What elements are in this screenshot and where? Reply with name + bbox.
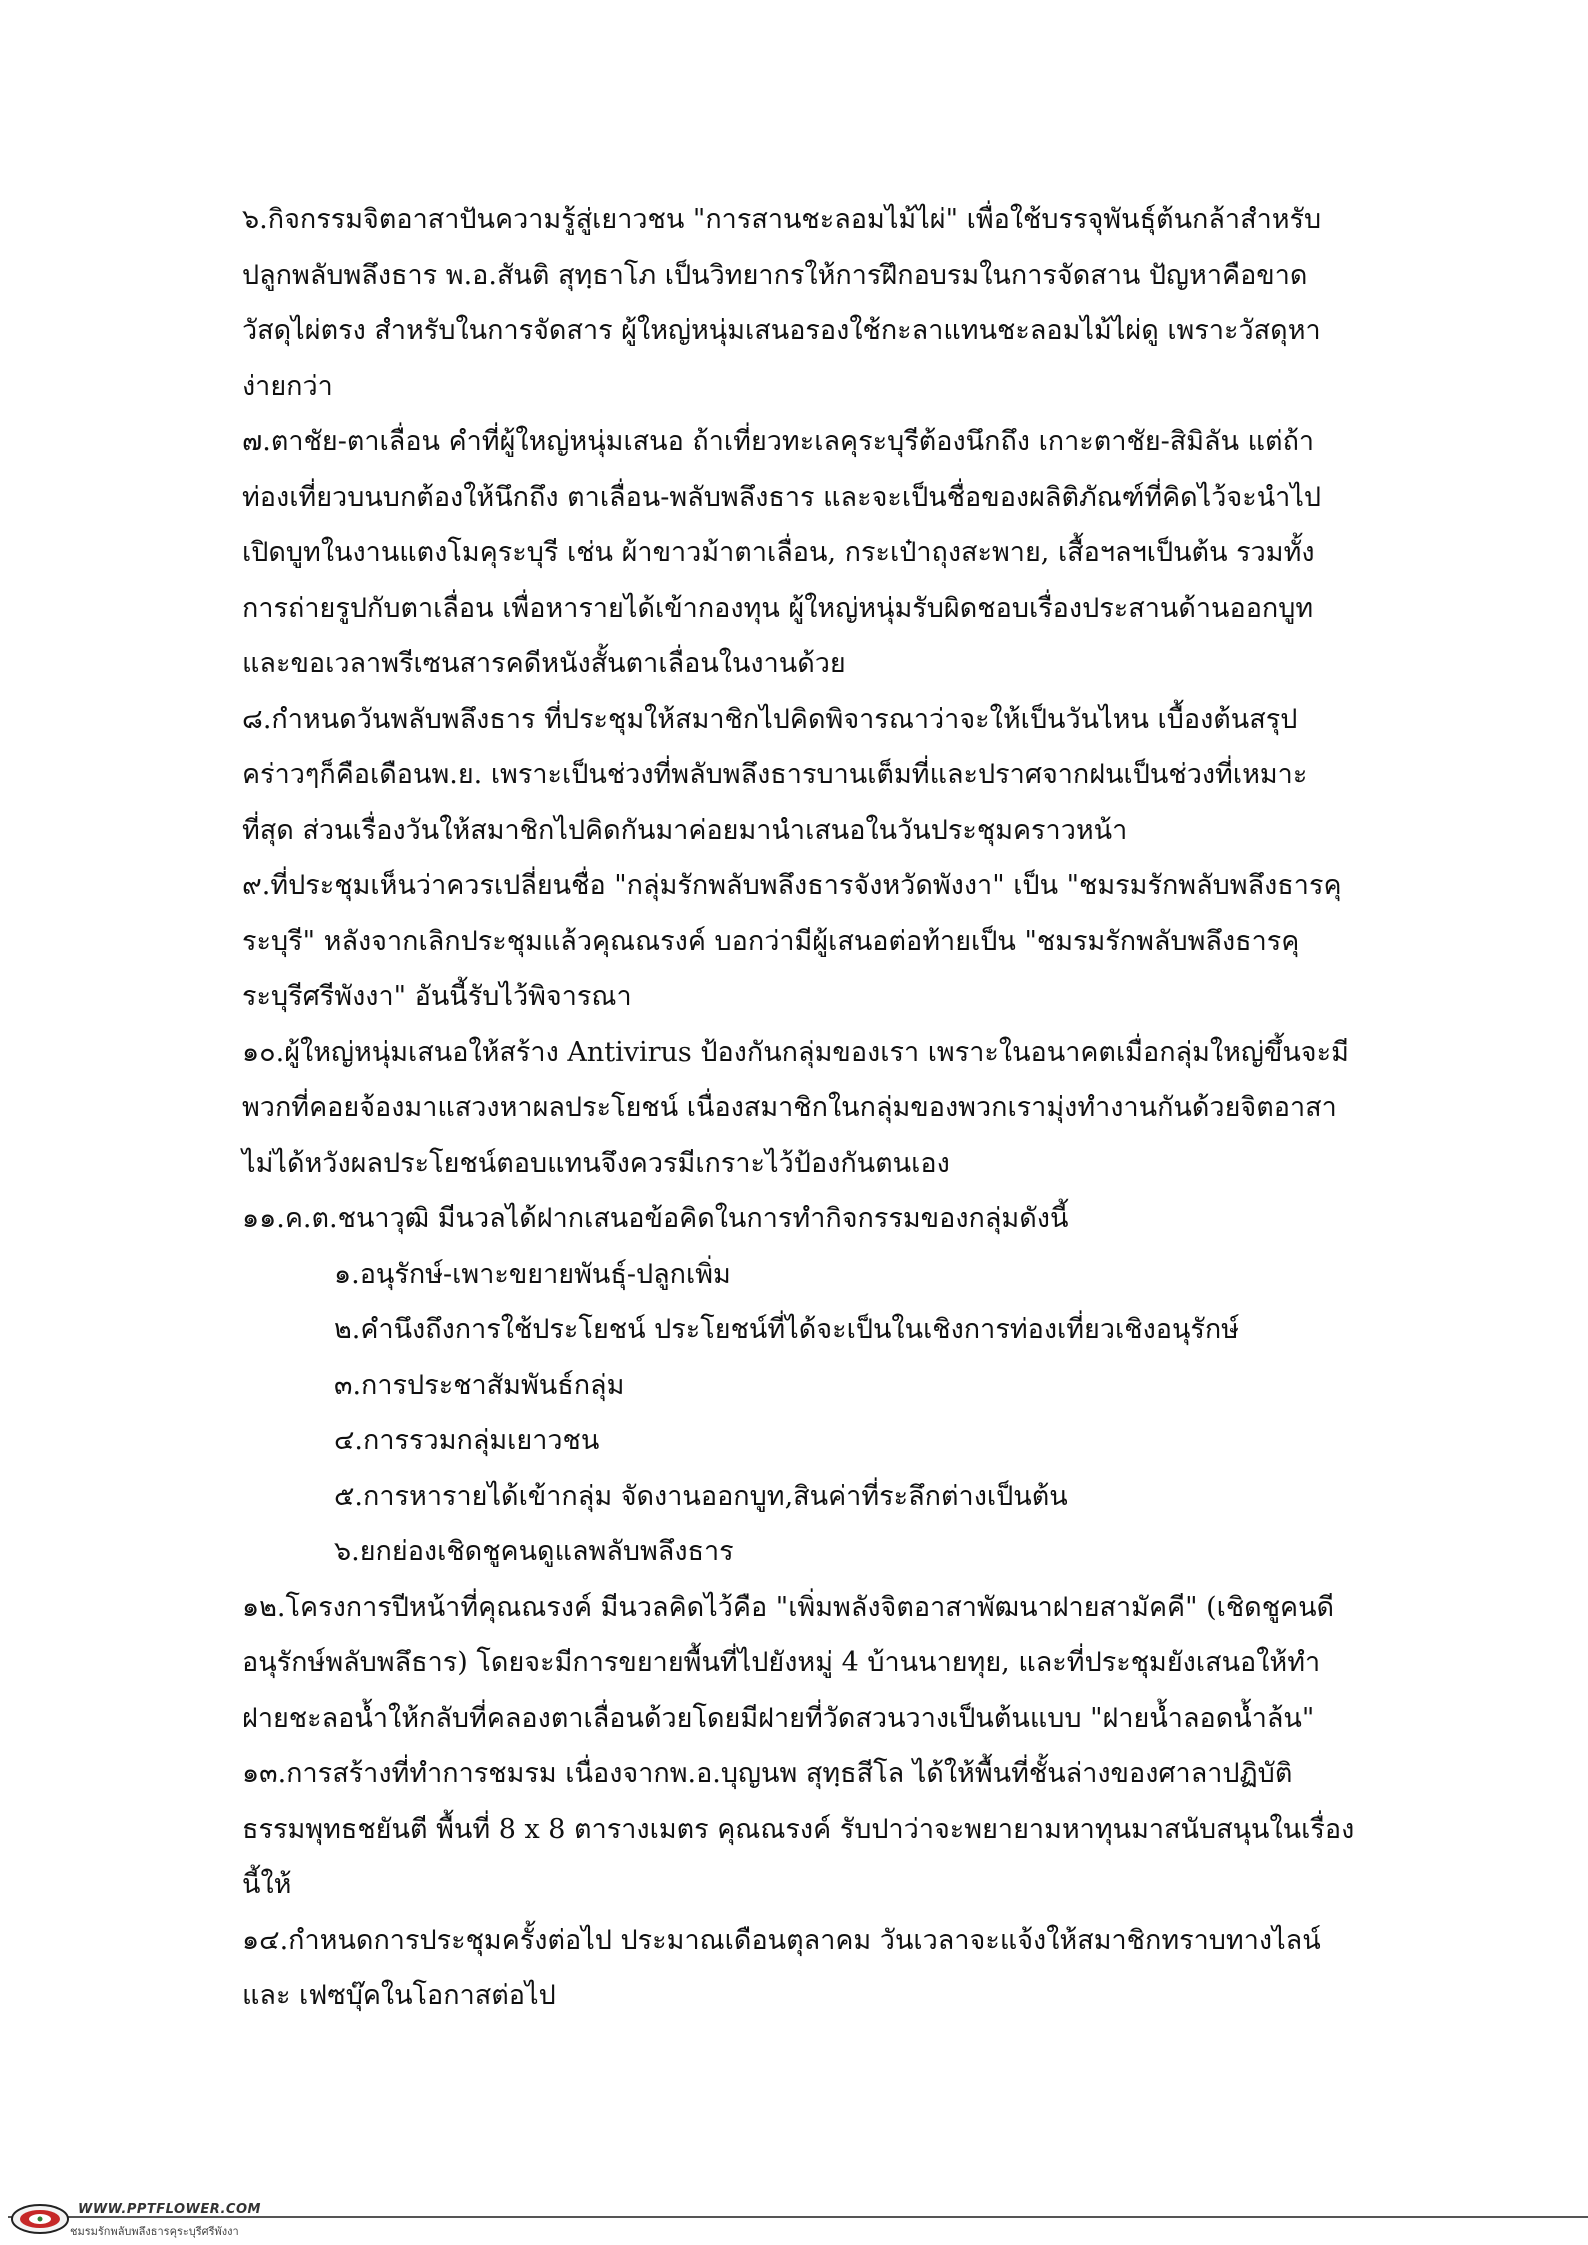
- paragraph-line: ๑๒.โครงการปีหน้าที่คุณณรงค์ มีนวลคิดไว้คือ "เพิ่มพลังจิตอาสาพัฒนาฝายสามัคคี" (เชิดชูคนดี: [242, 1591, 1335, 1623]
- paragraph-line: เปิดบูทในงานแตงโมคุระบุรี เช่น ผ้าขาวม้าตาเลื่อน, กระเป๋าถุงสะพาย, เสื้อฯลฯเป็นต้น รวมทั้ง: [242, 537, 1315, 568]
- crinum-flower-logo-icon: [10, 2202, 70, 2236]
- paragraph-line: ๙.ที่ประชุมเห็นว่าควรเปลี่ยนชื่อ "กลุ่มรักพลับพลึงธารจังหวัดพังงา" เป็น "ชมรมรักพลับพลึงธารคุ: [242, 870, 1342, 901]
- paragraph-item-6: [242, 192, 1352, 414]
- sub-list-item: ๕.การหารายได้เข้ากลุ่ม จัดงานออกบูท,สินค่าที่ระลึกต่างเป็นต้น: [334, 1480, 1068, 1512]
- sub-list-item: ๒.คำนึงถึงการใช้ประโยชน์ ประโยชน์ที่ได้จะเป็นในเชิงการท่องเที่ยวเชิงอนุรักษ์: [334, 1314, 1240, 1345]
- sub-list-item: ๖.ยกย่องเชิดชูคนดูแลพลับพลึงธาร: [334, 1536, 734, 1567]
- sub-list-item: ๑.อนุรักษ์-เพาะขยายพันธุ์-ปลูกเพิ่ม: [334, 1258, 731, 1290]
- paragraph-item-9: [242, 858, 1352, 1025]
- paragraph-line: และขอเวลาพรีเซนสารคดีหนังสั้นตาเลื่อนในงานด้วย: [242, 648, 846, 679]
- paragraph-item-12: [242, 1580, 1352, 1747]
- paragraph-line: ๑๓.การสร้างที่ทำการชมรม เนื่องจากพ.อ.บุญนพ สุทฺธสีโล ได้ให้พื้นที่ชั้นล่างของศาลาปฏิบัติ: [242, 1758, 1293, 1789]
- paragraph-line: ระบุรีศรีพังงา" อันนี้รับไว้พิจารณา: [242, 981, 632, 1012]
- footer-site-url[interactable]: WWW.PPTFLOWER.COM: [78, 2202, 261, 2217]
- paragraph-line: พวกที่คอยจ้องมาแสวงหาผลประโยชน์ เนื่องสมาชิกในกลุ่มของพวกเรามุ่งทำงานกันด้วยจิตอาสา: [242, 1092, 1337, 1123]
- document-body: [242, 192, 1355, 2024]
- paragraph-line: ธรรมพุทธชยันตี พื้นที่ 8 x 8 ตารางเมตร คุณณรงค์ รับปาว่าจะพยายามหาทุนมาสนับสนุนในเรื่อง: [242, 1813, 1355, 1845]
- paragraph-item-7: [242, 414, 1352, 692]
- paragraph-line: ๑๐.ผู้ใหญ่หนุ่มเสนอให้สร้าง Antivirus ป้องกันกลุ่มของเรา เพราะในอนาคตเมื่อกลุ่มใหญ่ขึ้นจะมี: [242, 1036, 1349, 1068]
- paragraph-line: ระบุรี" หลังจากเลิกประชุมแล้วคุณณรงค์ บอกว่ามีผู้เสนอต่อท้ายเป็น "ชมรมรักพลับพลึงธารคุ: [242, 925, 1300, 957]
- paragraph-item-13: [242, 1746, 1355, 1913]
- paragraph-line: ๗.ตาชัย-ตาเลื่อน คำที่ผู้ใหญ่หนุ่มเสนอ ถ้าเที่ยวทะเลคุระบุรีต้องนึกถึง เกาะตาชัย-สิมิลัน แต่ถ้า: [242, 426, 1315, 457]
- paragraph-line: และ เฟซบุ๊คในโอกาสต่อไป: [242, 1980, 556, 2011]
- sub-list-item: ๓.การประชาสัมพันธ์กลุ่ม: [334, 1369, 625, 1401]
- paragraph-line: ที่สุด ส่วนเรื่องวันให้สมาชิกไปคิดกันมาค่อยมานำเสนอในวันประชุมคราวหน้า: [242, 814, 1128, 846]
- paragraph-item-14: [242, 1913, 1352, 2024]
- paragraph-item-8: [242, 692, 1352, 859]
- paragraph-line: ๘.กำหนดวันพลับพลึงธาร ที่ประชุมให้สมาชิกไปคิดพิจารณาว่าจะให้เป็นวันไหน เบื้องต้นสรุป: [242, 703, 1298, 735]
- footer: [8, 2200, 298, 2240]
- paragraph-line: ๖.กิจกรรมจิตอาสาปันความรู้สู่เยาวชน "การสานชะลอมไม้ไผ่" เพื่อใช้บรรจุพันธุ์ต้นกล้าสำหรับ: [242, 204, 1322, 235]
- paragraph-line: ๑๑.ค.ต.ชนาวุฒิ มีนวลได้ฝากเสนอข้อคิดในการทำกิจกรรมของกลุ่มดังนี้: [242, 1203, 1069, 1234]
- sub-list: [242, 1247, 1352, 1580]
- paragraph-line: อนุรักษ์พลับพลึธาร) โดยจะมีการขยายพื้นที่ไปยังหมู่ 4 บ้านนายทุย, และที่ประชุมยังเสนอให้ทำ: [242, 1647, 1321, 1678]
- paragraph-line: ง่ายกว่า: [242, 370, 333, 402]
- paragraph-line: ไม่ได้หวังผลประโยชน์ตอบแทนจึงควรมีเกราะไว้ป้องกันตนเอง: [242, 1147, 950, 1179]
- paragraph-line: ฝายชะลอน้ำให้กลับที่คลองตาเลื่อนด้วยโดยมีฝายที่วัดสวนวางเป็นต้นแบบ "ฝายน้ำลอดน้ำล้น": [242, 1702, 1315, 1734]
- paragraph-line: นี้ให้: [242, 1869, 292, 1900]
- paragraph-line: คร่าวๆก็คือเดือนพ.ย. เพราะเป็นช่วงที่พลับพลึงธารบานเต็มที่และปราศจากฝนเป็นช่วงที่เหมาะ: [242, 759, 1308, 790]
- paragraph-line: ท่องเที่ยวบนบกต้องให้นึกถึง ตาเลื่อน-พลับพลึงธาร และจะเป็นชื่อของผลิติภัณฑ์ที่คิดไว้จะนำไป: [242, 481, 1322, 513]
- paragraph-item-11: [242, 1191, 1352, 1247]
- sub-list-item: ๔.การรวมกลุ่มเยาวชน: [334, 1425, 600, 1456]
- paragraph-line: ๑๔.กำหนดการประชุมครั้งต่อไป ประมาณเดือนตุลาคม วันเวลาจะแจ้งให้สมาชิกทราบทางไลน์: [242, 1924, 1321, 1956]
- paragraph-line: วัสดุไผ่ตรง สำหรับในการจัดสาร ผู้ใหญ่หนุ่มเสนอรองใช้กะลาแทนชะลอมไม้ไผ่ดู เพราะวัสดุหา: [242, 315, 1321, 346]
- paragraph-line: ปลูกพลับพลึงธาร พ.อ.สันติ สุทฺธาโภ เป็นวิทยากรให้การฝึกอบรมในการจัดสาน ปัญหาคือขาด: [242, 259, 1308, 291]
- paragraph-line: การถ่ายรูปกับตาเลื่อน เพื่อหารายได้เข้ากองทุน ผู้ใหญ่หนุ่มรับผิดชอบเรื่องประสานด้านออกบูท: [242, 592, 1314, 624]
- paragraph-item-10: [242, 1025, 1352, 1192]
- footer-tagline: ชมรมรักพลับพลึงธารคุระบุรีศรีพังงา: [70, 2225, 239, 2238]
